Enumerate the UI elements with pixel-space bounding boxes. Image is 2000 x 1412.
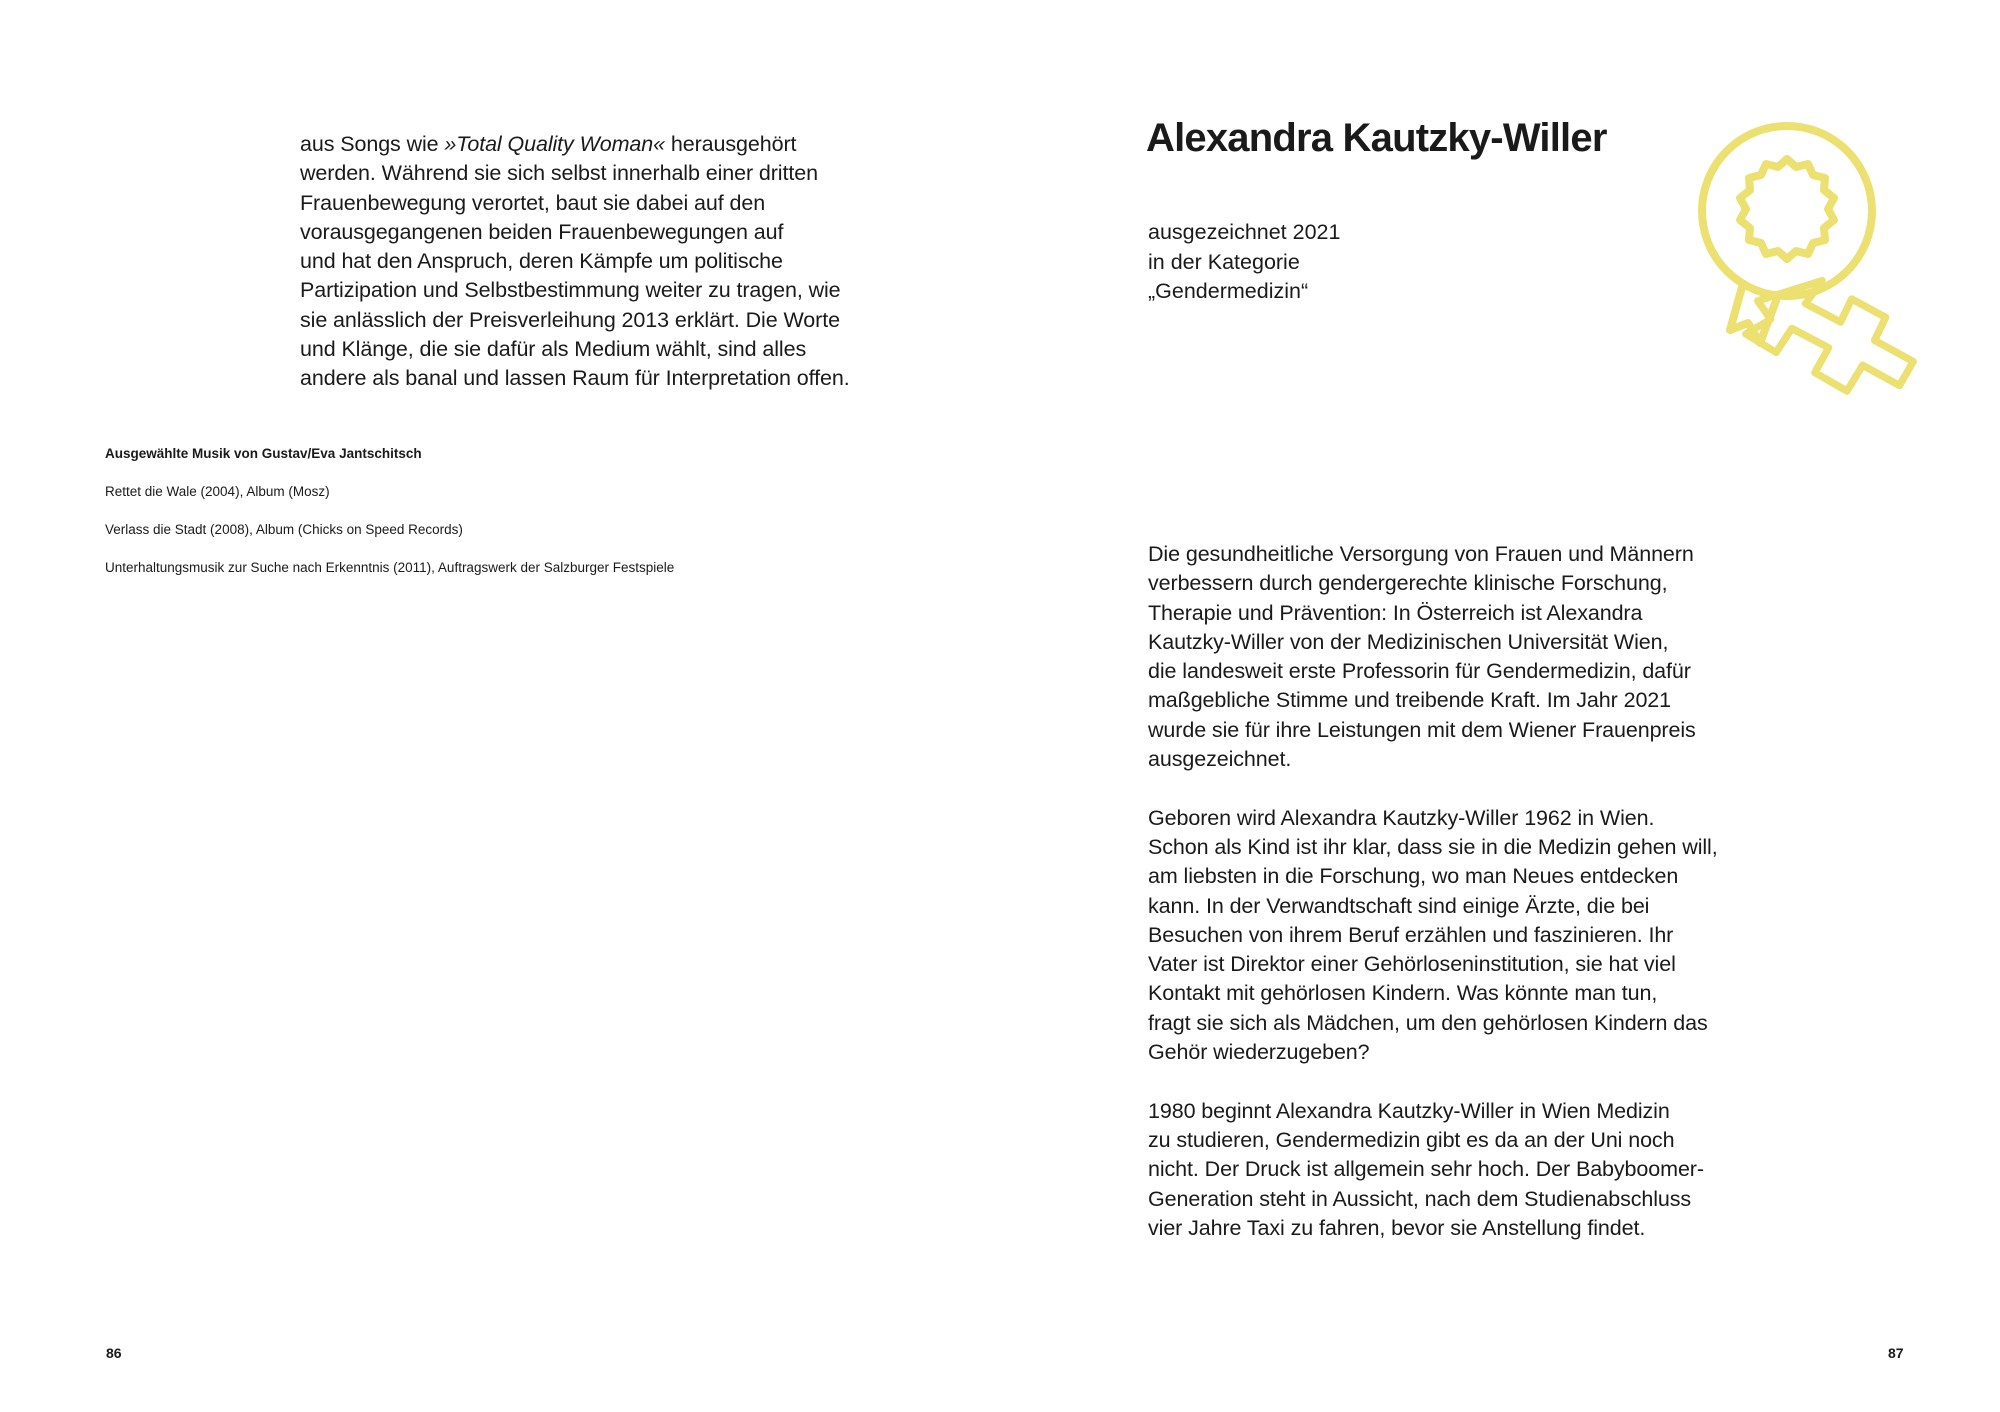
body-line: Schon als Kind ist ihr klar, dass sie in die Medizin gehen will, — [1148, 834, 1718, 859]
paragraph — [1148, 804, 1728, 1068]
music-item: Verlass die Stadt (2008), Album (Chicks on Speed Records) — [105, 522, 463, 537]
body-line: am liebsten in die Forschung, wo man Neues entdecken — [1148, 864, 1679, 889]
body-line: Therapie und Prävention: In Österreich ist Alexandra — [1148, 600, 1643, 625]
body-line: kann. In der Verwandtschaft sind einige Ärzte, die bei — [1148, 893, 1650, 918]
body-line: verbessern durch gendergerechte klinische Forschung, — [1148, 571, 1668, 596]
page-number-right: 87 — [1888, 1345, 1904, 1361]
left-body-text — [300, 130, 900, 394]
body-line: zu studieren, Gendermedizin gibt es da an der Uni noch — [1148, 1127, 1675, 1152]
body-line: vier Jahre Taxi zu fahren, bevor sie Anstellung findet. — [1148, 1215, 1646, 1240]
body-line: Generation steht in Aussicht, nach dem Studienabschluss — [1148, 1186, 1692, 1211]
page-number-left: 86 — [106, 1345, 122, 1361]
body-line: Kautzky-Willer von der Medizinischen Universität Wien, — [1148, 629, 1669, 654]
body-line: sie anlässlich der Preisverleihung 2013 erklärt. Die Worte — [300, 307, 840, 332]
body-line: Gehör wiederzugeben? — [1148, 1040, 1370, 1065]
award-info — [1148, 218, 1340, 307]
venus-award-ribbon-icon — [1680, 115, 1950, 465]
body-line: Kontakt mit gehörlosen Kindern. Was könnte man tun, — [1148, 981, 1658, 1006]
body-line: und hat den Anspruch, deren Kämpfe um politische — [300, 249, 783, 274]
paragraph — [1148, 540, 1728, 774]
right-body-text — [1148, 540, 1728, 1272]
body-line: Vater ist Direktor einer Gehörloseninstitution, sie hat viel — [1148, 952, 1676, 977]
music-heading: Ausgewählte Musik von Gustav/Eva Jantschitsch — [105, 446, 422, 461]
award-line: ausgezeichnet 2021 — [1148, 220, 1341, 244]
body-line: Geboren wird Alexandra Kautzky-Willer 1962 in Wien. — [1148, 805, 1655, 830]
body-line: werden. Während sie sich selbst innerhalb einer dritten — [300, 161, 818, 186]
body-line: andere als banal und lassen Raum für Interpretation offen. — [300, 366, 850, 391]
page-title: Alexandra Kautzky-Willer — [1146, 116, 1607, 160]
body-line: fragt sie sich als Mädchen, um den gehörlosen Kindern das — [1148, 1010, 1708, 1035]
award-line: „Gendermedizin“ — [1148, 279, 1309, 303]
body-line: maßgebliche Stimme und treibende Kraft. Im Jahr 2021 — [1148, 688, 1672, 713]
music-item: Rettet die Wale (2004), Album (Mosz) — [105, 484, 330, 499]
body-line: aus Songs wie »Total Quality Woman« herausgehört — [300, 132, 797, 156]
body-line: und Klänge, die sie dafür als Medium wählt, sind alles — [300, 337, 807, 362]
body-line: Frauenbewegung verortet, baut sie dabei auf den — [300, 190, 766, 215]
body-line: vorausgegangenen beiden Frauenbewegungen auf — [300, 219, 784, 244]
award-line: in der Kategorie — [1148, 249, 1300, 274]
body-line: ausgezeichnet. — [1148, 747, 1292, 772]
body-line: wurde sie für ihre Leistungen mit dem Wiener Frauenpreis — [1148, 717, 1696, 742]
body-line: die landesweit erste Professorin für Gendermedizin, dafür — [1148, 659, 1691, 684]
body-line: nicht. Der Druck ist allgemein sehr hoch. Der Babyboomer- — [1148, 1157, 1704, 1182]
music-list — [105, 446, 865, 598]
body-line: 1980 beginnt Alexandra Kautzky-Willer in Wien Medizin — [1148, 1098, 1670, 1123]
paragraph — [1148, 1097, 1728, 1243]
body-line: Besuchen von ihrem Beruf erzählen und faszinieren. Ihr — [1148, 922, 1674, 947]
body-line: Partizipation und Selbstbestimmung weiter zu tragen, wie — [300, 278, 841, 303]
body-line: Die gesundheitliche Versorgung von Frauen und Männern — [1148, 542, 1694, 566]
music-item: Unterhaltungsmusik zur Suche nach Erkenntnis (2011), Auftragswerk der Salzburger Festspiele — [105, 560, 675, 575]
song-title: »Total Quality Woman« — [444, 132, 665, 156]
